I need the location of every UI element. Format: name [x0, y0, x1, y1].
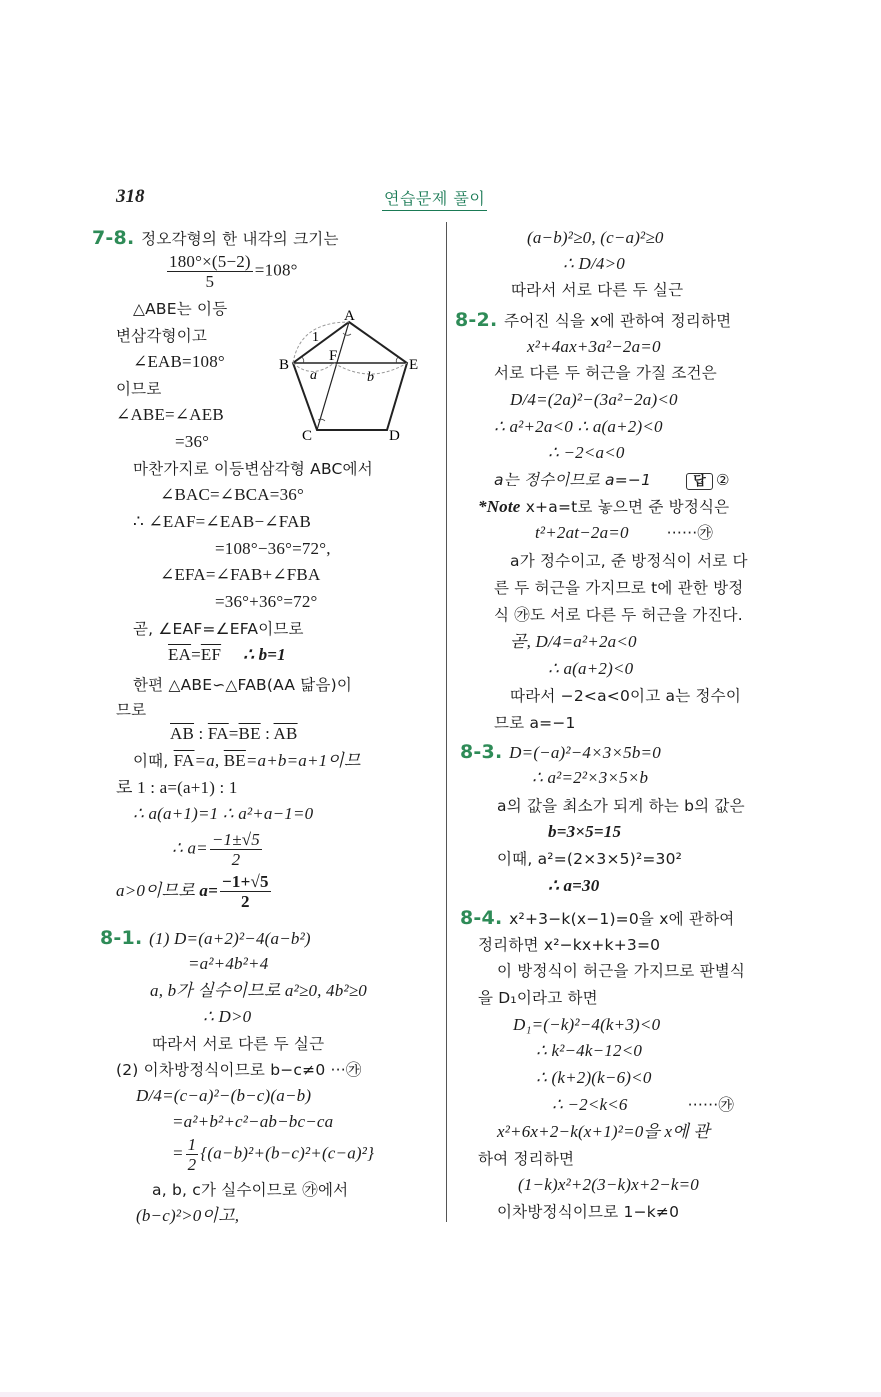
problem-8-1-line: 8-1. (1) D=(a+2)²−4(a−b²)	[100, 927, 311, 949]
math-line: D/4=(c−a)²−(b−c)(a−b)	[136, 1086, 312, 1105]
text-line: 마찬가지로 이등변삼각형 ABC에서	[133, 460, 373, 478]
note-line: *Note x+a=t로 놓으면 준 방정식은	[478, 497, 730, 516]
text-line: a, b, c가 실수이므로 ㉮에서	[152, 1181, 349, 1199]
column-divider	[446, 222, 447, 1222]
problem-label: 8-4	[460, 907, 495, 929]
side-label-a: a	[310, 368, 317, 383]
text-line: 을 D₁이라고 하면	[478, 989, 598, 1007]
vertex-label-c: C	[302, 428, 313, 444]
math-line: ∠ABE=∠AEB	[116, 405, 224, 424]
text-line: 곧, ∠EAF=∠EFA이므로	[133, 620, 304, 638]
math-line: ∴ D/4>0	[563, 254, 625, 273]
math-line: 로 1 : a=(a+1) : 1	[116, 778, 238, 797]
math-line: ∴ a(a+1)=1 ∴ a²+a−1=0	[133, 804, 314, 823]
math-line: x²+6x+2−k(x+1)²=0을 x에 관	[497, 1122, 710, 1141]
text-line: a가 정수이고, 준 방정식이 서로 다	[510, 552, 748, 570]
vertex-label-f: F	[329, 348, 338, 364]
math-line: ∴ a²+2a<0 ∴ a(a+2)<0	[494, 417, 663, 436]
interior-angle-formula: $\frac{180^\circ\times(5-2)}{5}$ =108°	[169, 252, 298, 291]
math-line: ∴ a= $\frac{-1\pm√5}{2}$	[172, 830, 260, 869]
math-line: ∠EFA=∠FAB+∠FBA	[160, 565, 321, 584]
problem-label: 8-2	[455, 309, 490, 331]
text-line: 하여 정리하면	[478, 1150, 575, 1168]
problem-label: 7-8	[92, 227, 127, 249]
text-line: 한편 △ABE∽△FAB(AA 닮음)이	[133, 676, 353, 694]
math-line: =36°	[175, 432, 210, 451]
math-line: 이때, a²=(2×3×5)²=30²	[497, 850, 683, 868]
vertex-label-b: B	[279, 357, 290, 373]
vertex-label-d: D	[389, 428, 400, 444]
side-label-1: 1	[312, 330, 319, 345]
text-line: 식 ㉮도 서로 다른 두 허근을 가진다.	[494, 606, 743, 624]
note-label: *Note	[478, 497, 521, 516]
pentagon-diagram	[270, 298, 430, 448]
answer-badge: 답	[686, 473, 713, 490]
section-title: 연습문제 풀이	[382, 186, 487, 211]
math-line: x²+4ax+3a²−2a=0	[527, 337, 661, 356]
text-line: 므로 a=−1	[494, 714, 576, 732]
math-line: $\overline{EA}=\overline{EF}$ ∴ b=1	[168, 645, 286, 664]
math-line: (a−b)²≥0, (c−a)²≥0	[527, 228, 664, 247]
math-line: (1−k)x²+2(3−k)x+2−k=0	[518, 1175, 699, 1194]
math-line: =36°+36°=72°	[215, 592, 318, 611]
text-line: 서로 다른 두 허근을 가질 조건은	[494, 364, 717, 382]
math-line: =a²+4b²+4	[188, 954, 269, 973]
math-line: D₁=(−k)²−4(k+3)<0	[513, 1015, 661, 1034]
side-label-b: b	[367, 370, 374, 385]
math-line: ∴ −2<a<0	[548, 443, 625, 462]
problem-label: 8-1	[100, 927, 135, 949]
math-line: ∠EAB=108°	[133, 352, 225, 371]
math-line: a, b가 실수이므로 a²≥0, 4b²≥0	[150, 981, 367, 1000]
text-line: 이때, $\overline{FA}=a$, $\overline{BE}=a+b=a+1$이므	[133, 751, 361, 770]
text-line: 변삼각형이고	[116, 327, 208, 345]
text-line: 이 방정식이 허근을 가지므로 판별식	[497, 962, 746, 980]
math-line: ∴ a(a+2)<0	[548, 659, 634, 678]
text-line: 므로	[116, 701, 147, 719]
bottom-edge-strip	[0, 1392, 881, 1397]
text-line: 따라서 −2<a<0이고 a는 정수이	[510, 687, 742, 705]
problem-label: 8-3	[460, 741, 495, 763]
text-line: 른 두 허근을 가지므로 t에 관한 방정	[494, 579, 744, 597]
page-number: 318	[116, 186, 145, 207]
math-line: =108°−36°=72°,	[215, 539, 331, 558]
text-line: 정리하면 x²−kx+k+3=0	[478, 936, 661, 954]
text-line: a의 값을 최소가 되게 하는 b의 값은	[497, 797, 745, 815]
text-line: 이므로	[116, 380, 162, 398]
math-line: ∴ ∠EAF=∠EAB−∠FAB	[133, 512, 312, 531]
math-line: ∴ D>0	[203, 1007, 252, 1026]
math-line: = $\frac{1}{2}$ {(a−b)²+(b−c)²+(c−a)²}	[172, 1135, 375, 1174]
problem-text: 정오각형의 한 내각의 크기는	[141, 230, 339, 248]
math-line: ∴ k²−4k−12<0	[536, 1041, 643, 1060]
text-line: 따라서 서로 다른 두 실근	[152, 1035, 325, 1053]
vertex-label-e: E	[409, 357, 419, 373]
problem-8-3-line: 8-3. D=(−a)²−4×3×5b=0	[460, 741, 661, 763]
text-line: 따라서 서로 다른 두 실근	[511, 281, 684, 299]
math-line: $\overline{AB}$ : $\overline{FA}=\overline{BE}$ : $\overline{AB}$	[170, 724, 298, 743]
math-line: ∴ −2<k<6 ······㉮	[552, 1095, 735, 1114]
text-line: 이차방정식이므로 1−k≠0	[497, 1203, 680, 1221]
math-line: b=3×5=15	[548, 822, 622, 841]
problem-8-2-line: 8-2. 주어진 식을 x에 관하여 정리하면	[455, 309, 732, 331]
math-line: (b−c)²>0이고,	[136, 1206, 240, 1225]
math-line: ∴ (k+2)(k−6)<0	[536, 1068, 652, 1087]
problem-8-4-line: 8-4. x²+3−k(x−1)=0을 x에 관하여	[460, 907, 735, 929]
math-line: ∠BAC=∠BCA=36°	[160, 485, 304, 504]
math-line: 곧, D/4=a²+2a<0	[510, 632, 637, 651]
problem-7-8-intro-line: 7-8. 정오각형의 한 내각의 크기는	[92, 227, 339, 249]
vertex-label-a: A	[344, 308, 355, 324]
math-line: a>0이므로 a= $\frac{-1+√5}{2}$	[116, 872, 269, 911]
math-line: D/4=(2a)²−(3a²−2a)<0	[510, 390, 678, 409]
text-line: (2) 이차방정식이므로 b−c≠0 ···㉮	[116, 1061, 362, 1079]
math-line: ∴ a²=2²×3×5×b	[532, 768, 649, 787]
math-line: t²+2at−2a=0 ······㉮	[535, 523, 714, 542]
text-line: △ABE는 이등	[133, 300, 228, 318]
answer-line: a는 정수이므로 a=−1 답 ②	[494, 471, 730, 489]
fraction: $\frac{180^\circ\times(5-2)}{5}$	[169, 252, 251, 291]
math-line: ∴ a=30	[548, 876, 600, 895]
answer-choice: ②	[716, 471, 730, 489]
math-line: =a²+b²+c²−ab−bc−ca	[172, 1112, 334, 1131]
